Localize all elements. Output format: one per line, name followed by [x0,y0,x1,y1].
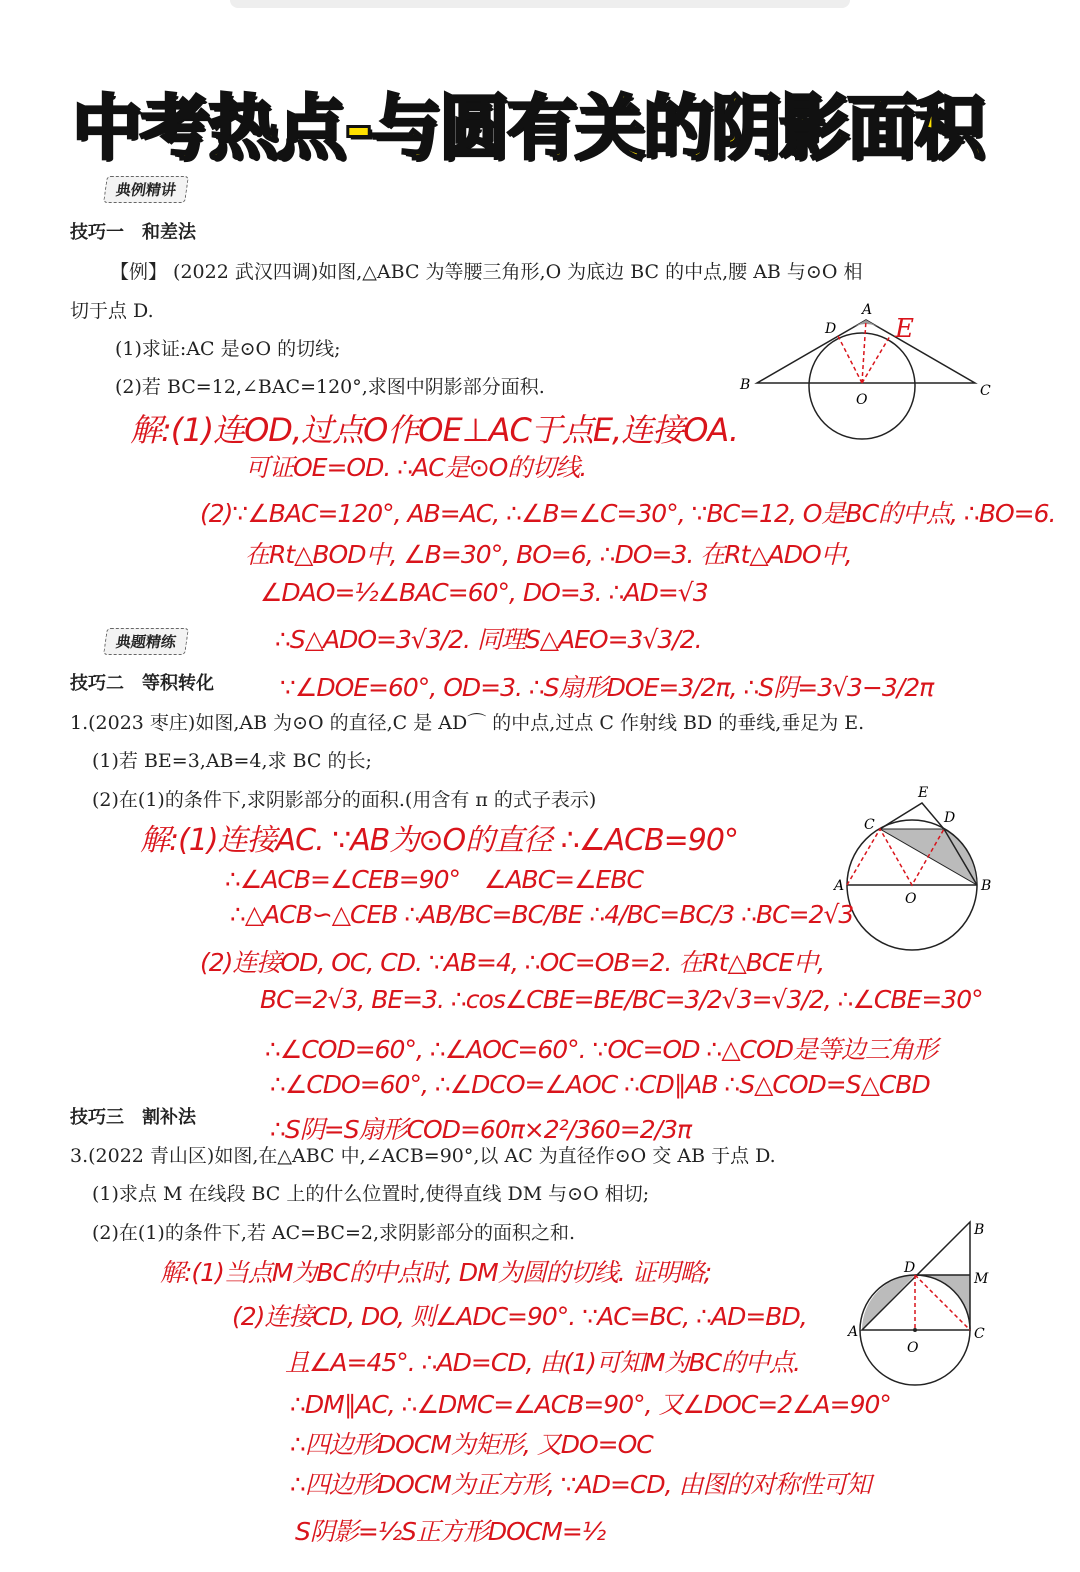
figure-3 [840,1215,1000,1395]
figure-2 [830,780,1000,960]
problem-3-q1: (1)求点 M 在线段 BC 上的什么位置时,使得直线 DM 与⊙O 相切; [92,1183,650,1205]
fig1-label: A [862,302,873,318]
fig2-label: O [905,891,917,907]
section-badge-examples: 典例精讲 [103,176,189,203]
fig2-label: E [918,785,929,801]
section-badge-practice: 典题精练 [103,628,189,655]
handwritten-line: ∴∠COD=60°, ∴∠AOC=60°. ∵OC=OD ∴△COD是等边三角形 [265,1035,937,1064]
fig1-label: O [856,392,868,408]
handwritten-line: 且∠A=45°. ∴AD=CD, 由(1)可知M为BC的中点. [285,1348,801,1377]
handwritten-line: ∠DAO=½∠BAC=60°, DO=3. ∴AD=√3 [260,578,708,607]
handwritten-line: ∴∠CDO=60°, ∴∠DCO=∠AOC ∴CD∥AB ∴S△COD=S△CBD [270,1070,930,1099]
fig3-label: D [904,1260,916,1276]
handwritten-line: ∴S阴=S扇形COD=60π×2²/360=2/3π [270,1115,692,1144]
handwritten-line: (2)连接CD, DO, 则∠ADC=90°. ∵AC=BC, ∴AD=BD, [232,1302,807,1331]
top-shadow [230,0,850,8]
fig1-label: D [825,321,837,337]
handwritten-line: ∴四边形DOCM为正方形, ∵AD=CD, 由图的对称性可知 [290,1470,871,1499]
page-title: 中考热点-与圆有关的阴影面积 [72,87,984,169]
fig1-label: C [980,383,991,399]
fig3-label: O [907,1340,919,1356]
handwritten-line: (2)连接OD, OC, CD. ∵AB=4, ∴OC=OB=2. 在Rt△BCE中, [200,948,825,977]
handwritten-line: 可证OE=OD. ∴AC是⊙O的切线. [245,453,587,482]
example-text-cont: 切于点 D. [70,300,154,322]
handwritten-line: ∴S△ADO=3√3/2. 同理S△AEO=3√3/2. [275,625,702,654]
fig3-label: M [974,1271,989,1287]
handwritten-line: (2)∵∠BAC=120°, AB=AC, ∴∠B=∠C=30°, ∵BC=12, O是BC的中点, ∴BO=6. [200,499,1056,528]
fig3-label: C [974,1326,985,1342]
question-2: (2)若 BC=12,∠BAC=120°,求图中阴影部分面积. [115,376,545,398]
handwritten-line: ∴△ACB∽△CEB ∴AB/BC=BC/BE ∴4/BC=BC/3 ∴BC=2√3 [230,900,854,929]
problem-1-q1: (1)若 BE=3,AB=4,求 BC 的长; [92,750,372,772]
handwritten-line: ∵∠DOE=60°, OD=3. ∴S扇形DOE=3/2π, ∴S阴=3√3−3/2π [280,673,934,702]
skill-heading-2: 技巧二 等积转化 [70,673,214,694]
figure-1 [730,295,1000,445]
handwritten-line: ∴四边形DOCM为矩形, 又DO=OC [290,1430,653,1459]
handwritten-line: S阴影=½S正方形DOCM=½ [295,1517,606,1546]
example-text: 【例】 (2022 武汉四调)如图,△ABC 为等腰三角形,O 为底边 BC 的中点,腰 AB 与⊙O 相 [110,261,863,283]
handwritten-line: 解:(1)连接AC. ∵AB为⊙O的直径 ∴∠ACB=90° [140,823,738,858]
fig1-label: E [895,314,914,344]
skill-heading-1: 技巧一 和差法 [70,222,196,243]
handwritten-line: 解:(1)当点M为BC的中点时, DM为圆的切线. 证明略; [160,1258,712,1287]
skill-heading-3: 技巧三 割补法 [70,1107,196,1128]
handwritten-line: 解:(1)连OD,过点O作OE⊥AC于点E,连接OA. [130,411,739,449]
problem-3: 3.(2022 青山区)如图,在△ABC 中,∠ACB=90°,以 AC 为直径作⊙O 交 AB 于点 D. [70,1145,776,1167]
problem-1: 1.(2023 枣庄)如图,AB 为⊙O 的直径,C 是 AD⌒ 的中点,过点 C 作射线 BD 的垂线,垂足为 E. [70,712,865,734]
fig2-label: A [834,878,845,894]
problem-3-q2: (2)在(1)的条件下,若 AC=BC=2,求阴影部分的面积之和. [92,1222,576,1244]
fig1-label: B [740,377,751,393]
fig3-label: B [974,1222,985,1238]
problem-1-q2: (2)在(1)的条件下,求阴影部分的面积.(用含有 π 的式子表示) [92,789,597,811]
handwritten-line: ∴DM∥AC, ∴∠DMC=∠ACB=90°, 又∠DOC=2∠A=90° [290,1390,891,1419]
fig3-label: A [848,1324,859,1340]
fig2-label: C [864,817,875,833]
handwritten-line: BC=2√3, BE=3. ∴cos∠CBE=BE/BC=3/2√3=√3/2, ∴∠CBE=30° [260,985,983,1014]
question-1: (1)求证:AC 是⊙O 的切线; [115,338,341,360]
handwritten-line: ∴∠ACB=∠CEB=90° ∠ABC=∠EBC [225,865,643,894]
fig2-label: D [944,810,956,826]
fig2-label: B [981,878,992,894]
handwritten-line: 在Rt△BOD中, ∠B=30°, BO=6, ∴DO=3. 在Rt△ADO中, [245,540,852,569]
